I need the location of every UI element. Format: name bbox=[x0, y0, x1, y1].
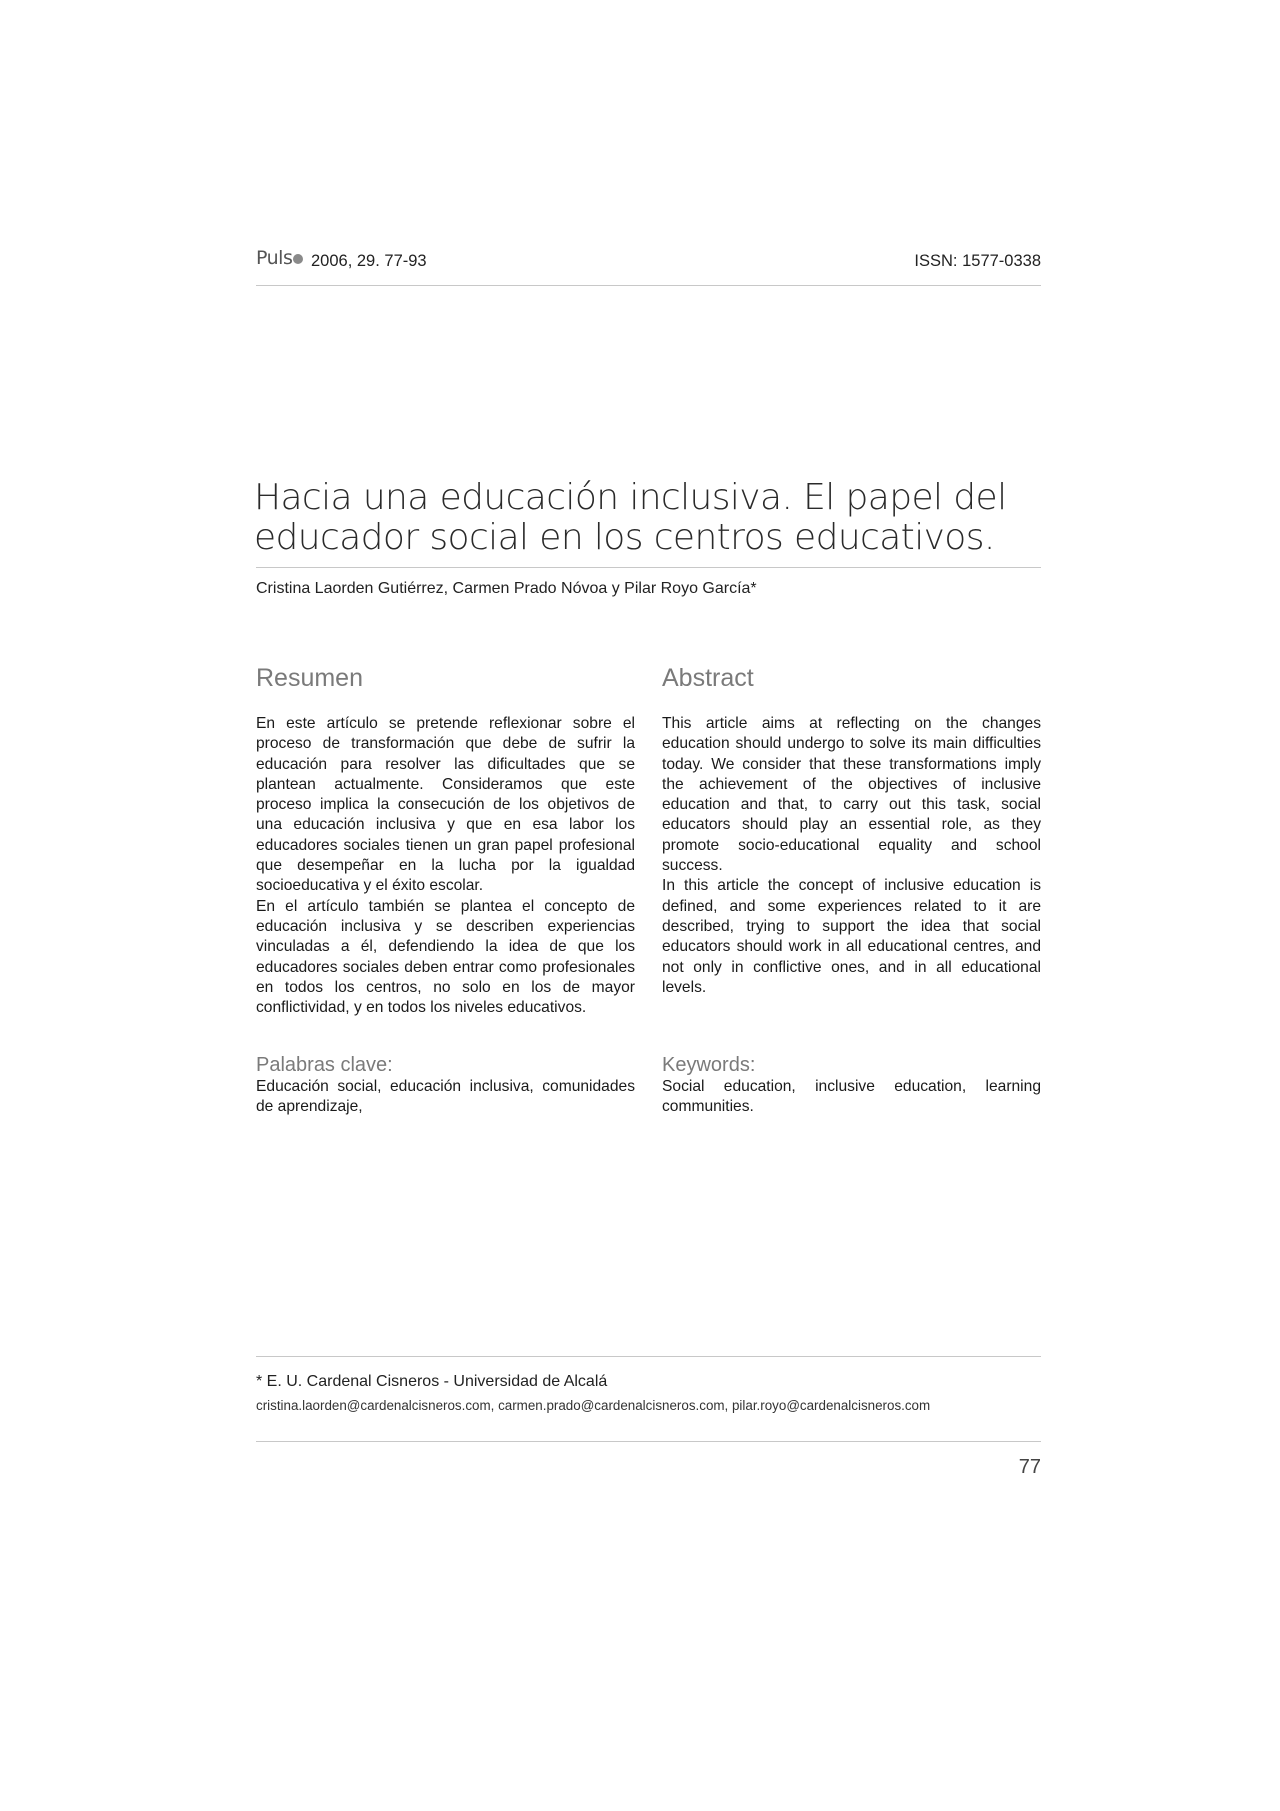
abstract-body bbox=[662, 714, 1041, 998]
logo-dot-icon bbox=[293, 254, 303, 264]
issn: ISSN: 1577-0338 bbox=[914, 252, 1041, 270]
resumen-column bbox=[256, 664, 635, 693]
resumen-paragraph: En este artículo se pretende reflexionar sobre el proceso de transformación que debe de sufrir la educación para resolver las dificultades que se plantean actualmente. Consideramos que este proceso implica la consecución de los objetivos de una educación inclusiva y que en esa labor los educadores sociales tienen un gran papel profesional que desempeñar en la lucha por la igualdad socioeducativa y el éxito escolar. bbox=[256, 715, 635, 895]
palabras-clave-heading: Palabras clave: bbox=[256, 1054, 393, 1076]
article-title bbox=[254, 478, 1044, 558]
abstract-heading: Abstract bbox=[662, 664, 754, 692]
author-emails: cristina.laorden@cardenalcisneros.com, carmen.prado@cardenalcisneros.com, pilar.royo@cardenalcisneros.com bbox=[256, 1398, 931, 1413]
affiliation-footnote: * E. U. Cardenal Cisneros - Universidad de Alcalá bbox=[256, 1373, 608, 1390]
keywords-text: Social education, inclusive education, learning communities. bbox=[662, 1078, 1041, 1116]
abstract-column bbox=[662, 664, 1041, 693]
footnote-divider bbox=[256, 1356, 1041, 1357]
journal-logo: Puls bbox=[256, 247, 303, 269]
journal-reference: 2006, 29. 77-93 bbox=[311, 252, 427, 270]
footer-divider bbox=[256, 1441, 1041, 1442]
resumen-keywords bbox=[256, 1054, 635, 1118]
abstract-paragraph: This article aims at reflecting on the changes education should undergo to solve its main difficulties today. We consider that these transformations imply the achievement of the objectives of inclusive education and that, to carry out this task, social educators should play an essential role, as they promote socio-educational equality and school success. bbox=[662, 715, 1041, 875]
authors: Cristina Laorden Gutiérrez, Carmen Prado Nóvoa y Pilar Royo García* bbox=[256, 580, 757, 597]
resumen-heading: Resumen bbox=[256, 664, 363, 692]
title-line: Hacia una educación inclusiva. El papel del bbox=[254, 477, 1007, 518]
header-divider bbox=[256, 285, 1041, 286]
running-header bbox=[256, 249, 1041, 273]
abstract-paragraph: In this article the concept of inclusive education is defined, and some experiences related to it are described, trying to support the idea that social educators should work in all educational centres, and not only in conflictive ones, and in all educational levels. bbox=[662, 877, 1041, 996]
palabras-clave-text: Educación social, educación inclusiva, comunidades de aprendizaje, bbox=[256, 1078, 635, 1116]
page-number: 77 bbox=[1018, 1456, 1041, 1478]
title-divider bbox=[256, 567, 1041, 568]
title-line: educador social en los centros educativos. bbox=[254, 517, 995, 558]
abstract-keywords bbox=[662, 1054, 1041, 1118]
resumen-body bbox=[256, 714, 635, 1018]
keywords-heading: Keywords: bbox=[662, 1054, 756, 1076]
resumen-paragraph: En el artículo también se plantea el concepto de educación inclusiva y se describen experiencias vinculadas a él, defendiendo la idea de que los educadores sociales deben entrar como profesionales en todos los centros, no solo en los de mayor conflictividad, y en todos los niveles educativos. bbox=[256, 897, 635, 1017]
